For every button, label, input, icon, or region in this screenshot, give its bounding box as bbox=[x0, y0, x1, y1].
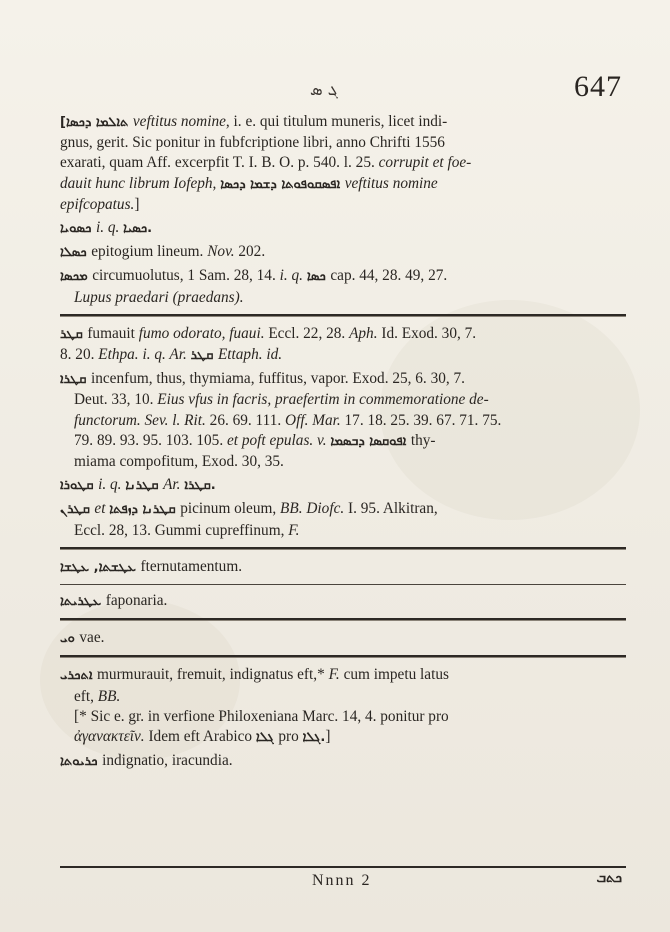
latin-text: gnus, gerit. Sic ponitur in fubfcriptione libri, anno Chrifti 1556 bbox=[60, 134, 445, 152]
syriac-term: ܓܠܐ. bbox=[302, 730, 326, 746]
italic-text: BB. Diofc. bbox=[280, 500, 345, 518]
entry-line bbox=[60, 665, 626, 686]
entry-line bbox=[60, 324, 626, 345]
syriac-term: ܐܦܣܩܘܦܘܬܐ ܕܫܡܐ ܕܟܣܐ bbox=[220, 176, 345, 192]
latin-text: thy- bbox=[410, 431, 436, 449]
latin-text: murmurauit, fremuit, indignatus eft,* bbox=[97, 666, 329, 684]
section-rule bbox=[60, 547, 626, 550]
entry-line bbox=[60, 557, 626, 578]
latin-text: exarati, quam Aff. excerpfit T. I. B. O. p. 540. l. 25. bbox=[60, 154, 379, 172]
dictionary-entry bbox=[60, 591, 626, 612]
syriac-term: ܟܣܘܝܐ bbox=[60, 221, 96, 237]
syriac-term: ܩܛܪ bbox=[190, 348, 218, 364]
entry-line bbox=[60, 475, 626, 496]
syriac-term: ܩܛܪܢܐ bbox=[125, 478, 164, 494]
entry-line bbox=[60, 195, 626, 215]
latin-text: 8. 20. bbox=[60, 346, 99, 364]
entry-line bbox=[60, 345, 626, 366]
syriac-term: ܓܠܐ bbox=[255, 730, 279, 746]
latin-text: Deut. 33, 10. bbox=[74, 391, 158, 409]
latin-text: 202. bbox=[234, 243, 266, 261]
entry-line bbox=[60, 591, 626, 612]
latin-text: , i. e. qui titulum muneris, licet indi- bbox=[225, 113, 448, 130]
entry-line bbox=[60, 112, 626, 133]
dictionary-entry bbox=[60, 628, 626, 649]
entry-line bbox=[60, 369, 626, 390]
entry-line bbox=[60, 133, 626, 153]
italic-text: dauit hunc librum Iofeph, bbox=[60, 174, 221, 192]
running-head: ܓ ܣ bbox=[310, 80, 339, 99]
latin-text: ] bbox=[134, 195, 140, 213]
dictionary-entry bbox=[60, 499, 626, 540]
italic-text: corrupit et foe- bbox=[378, 154, 472, 172]
dictionary-entry bbox=[60, 665, 626, 748]
entry-line bbox=[60, 499, 626, 520]
entry-line bbox=[60, 628, 626, 649]
latin-text: ] bbox=[325, 728, 331, 746]
entry-line bbox=[60, 521, 626, 541]
italic-text: Ar. bbox=[163, 476, 185, 494]
italic-text: F. bbox=[328, 666, 340, 684]
entry-line bbox=[60, 727, 626, 748]
italic-text: et poft epulas. v. bbox=[226, 431, 331, 449]
italic-text: i. q. bbox=[279, 267, 307, 285]
dictionary-entry bbox=[60, 266, 626, 307]
syriac-term: ܟܪܝܘܬܐ bbox=[60, 754, 103, 770]
italic-text: F. bbox=[288, 521, 300, 539]
italic-text: fumo odorato, fuaui. bbox=[138, 324, 265, 342]
footer-rule bbox=[60, 866, 626, 868]
entry-line bbox=[60, 153, 626, 173]
dictionary-entry bbox=[60, 242, 626, 263]
entry-line bbox=[60, 288, 626, 308]
entry-line bbox=[60, 266, 626, 287]
page-number: 647 bbox=[574, 70, 622, 103]
syriac-term: ܥܛܫܬܐ, ܥܛܫܐ bbox=[60, 559, 141, 575]
entry-line bbox=[60, 687, 626, 707]
entry-line bbox=[60, 751, 626, 772]
italic-text: epifcopatus. bbox=[60, 195, 135, 213]
italic-text: i. q. bbox=[98, 476, 126, 494]
entry-line bbox=[60, 707, 626, 727]
italic-text: et bbox=[94, 500, 110, 518]
syriac-term: ܩܛܪܢ bbox=[60, 502, 95, 518]
italic-text: ἀγανακτεῖν. bbox=[74, 728, 145, 746]
latin-text: Eccl. 22, 28. bbox=[264, 324, 350, 342]
latin-text: cap. 44, 28. 49, 27. bbox=[330, 267, 448, 285]
syriac-term: [ܬܐܠܡܐ ܕܟܣܐ bbox=[60, 115, 133, 130]
latin-text: epitogium lineum. bbox=[91, 243, 208, 261]
latin-text: vae. bbox=[79, 629, 105, 647]
section-rule bbox=[60, 618, 626, 621]
dictionary-entry bbox=[60, 369, 626, 472]
italic-text: Lupus praedari (praedans). bbox=[74, 288, 244, 306]
entry-line bbox=[60, 390, 626, 410]
latin-text: fternutamentum. bbox=[140, 557, 243, 575]
latin-text: circumuolutus, 1 Sam. 28, 14. bbox=[92, 267, 280, 285]
italic-text: Eius vfus in facris, praefertim in commemoratione de- bbox=[157, 391, 489, 409]
dictionary-entry bbox=[60, 475, 626, 496]
dictionary-entry bbox=[60, 324, 626, 366]
italic-text: veftitus nomine bbox=[344, 174, 438, 192]
latin-text: 79. 89. 93. 95. 103. 105. bbox=[74, 431, 227, 449]
latin-text: I. 95. Alkitran, bbox=[344, 500, 438, 518]
syriac-term: ܟܣܠܐ bbox=[60, 245, 92, 261]
latin-text: Eccl. 28, 13. Gummi cupreffinum, bbox=[74, 521, 289, 539]
syriac-term: ܩܛܪܐ bbox=[60, 372, 91, 388]
italic-text: veftitus nomine bbox=[132, 113, 226, 130]
dictionary-entry bbox=[60, 557, 626, 578]
entry-line bbox=[60, 242, 626, 263]
latin-text: cum impetu latus bbox=[339, 666, 449, 684]
latin-text: miama compofitum, Exod. 30, 35. bbox=[74, 453, 284, 471]
italic-text: Ettaph. id. bbox=[217, 346, 283, 364]
dictionary-entry bbox=[60, 112, 626, 215]
latin-text: 26. 69. 111. bbox=[205, 411, 286, 429]
latin-text: picinum oleum, bbox=[180, 500, 281, 518]
entry-line bbox=[60, 411, 626, 431]
entry-line bbox=[60, 174, 626, 195]
syriac-term: ܡܟܣܐ bbox=[60, 269, 93, 285]
syriac-term: ܩܛܪܐ. bbox=[184, 478, 216, 494]
section-rule bbox=[60, 584, 626, 585]
syriac-term: ܩܛܪ bbox=[60, 326, 88, 342]
latin-text: Id. Exod. 30, 7. bbox=[377, 324, 477, 342]
latin-text: indignatio, iracundia. bbox=[102, 752, 233, 770]
dictionary-entry bbox=[60, 218, 626, 239]
latin-text: [* Sic e. gr. in verfione Philoxeniana Marc. 14, 4. ponitur pro bbox=[74, 707, 449, 725]
section-rule bbox=[60, 655, 626, 658]
latin-text: incenfum, thus, thymiama, fuffitus, vapor. Exod. 25, 6. 30, 7. bbox=[90, 370, 466, 388]
latin-text: eft, bbox=[74, 687, 98, 705]
italic-text: Nov. bbox=[207, 243, 235, 261]
catchword: ܟܬܒ bbox=[596, 870, 622, 886]
syriac-term: ܥܛܪܝܬܐ bbox=[60, 594, 106, 610]
italic-text: BB. bbox=[97, 687, 121, 705]
italic-text: Aph. bbox=[349, 324, 378, 342]
italic-text: Off. Mar. bbox=[285, 411, 341, 429]
signature-mark: Nnnn 2 bbox=[312, 872, 372, 889]
syriac-term: ܩܛܪܢܐ ܕܙܦܬܐ bbox=[109, 502, 181, 518]
entry-line bbox=[60, 452, 626, 472]
syriac-term: ܘܝ bbox=[60, 631, 80, 647]
syriac-term: ܐܦܘܩܣܐ ܕܒܣܡܐ bbox=[330, 433, 411, 449]
section-rule bbox=[60, 314, 626, 317]
syriac-term: ܟܣܐ bbox=[306, 269, 331, 285]
latin-text: fumauit bbox=[87, 324, 139, 342]
latin-text: 17. 18. 25. 39. 67. 71. 75. bbox=[340, 411, 502, 429]
syriac-term: ܟܣܝܐ. bbox=[123, 221, 153, 237]
entry-line bbox=[60, 218, 626, 239]
latin-text: faponaria. bbox=[105, 592, 168, 610]
entry-line bbox=[60, 431, 626, 452]
syriac-term: ܐܬܟܪܝ bbox=[60, 668, 98, 684]
italic-text: functorum. Sev. l. Rit. bbox=[74, 411, 206, 429]
latin-text: pro bbox=[278, 728, 303, 746]
dictionary-entry bbox=[60, 751, 626, 772]
syriac-term: ܩܛܘܪܐ bbox=[60, 478, 99, 494]
italic-text: Ethpa. i. q. Ar. bbox=[98, 346, 191, 364]
latin-text: Idem eft Arabico bbox=[144, 728, 256, 746]
italic-text: i. q. bbox=[95, 219, 124, 237]
dictionary-entries bbox=[60, 112, 626, 775]
